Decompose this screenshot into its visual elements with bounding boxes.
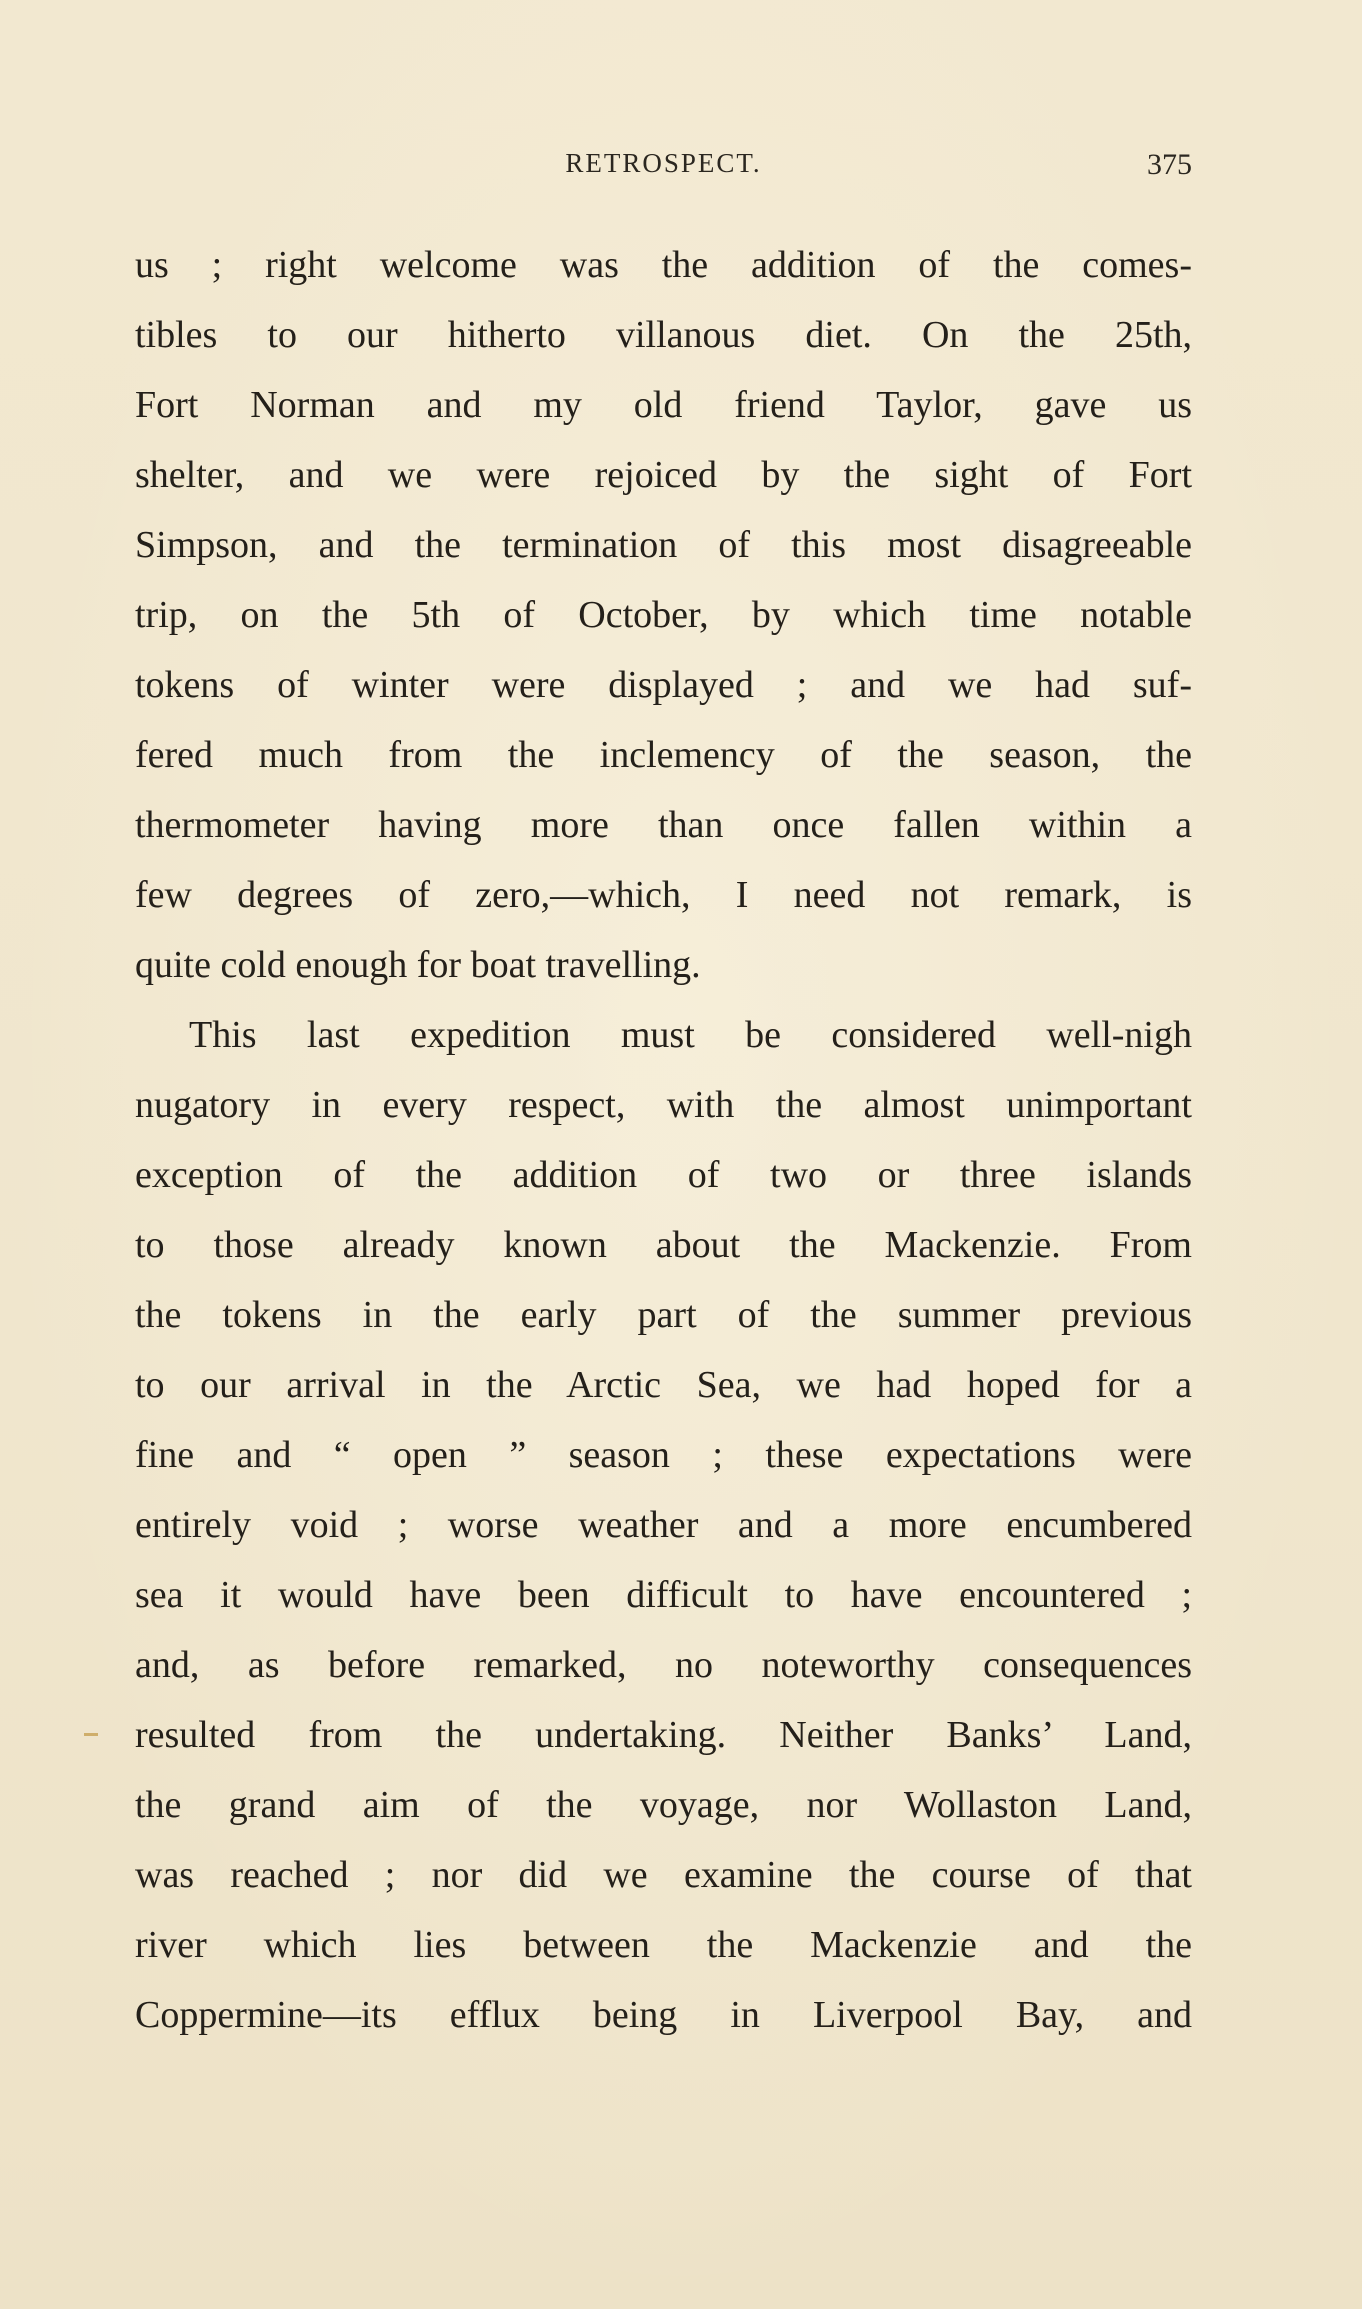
text-line: to those already known about the Mackenzie. From	[135, 1224, 1192, 1266]
text-line: to our arrival in the Arctic Sea, we had hoped for a	[135, 1364, 1192, 1406]
paragraph-start-line: This last expedition must be considered well-nigh	[189, 1014, 1192, 1056]
text-line: few degrees of zero,—which, I need not remark, is	[135, 874, 1192, 916]
text-line: Coppermine—its efflux being in Liverpool Bay, and	[135, 1994, 1192, 2036]
running-head	[135, 148, 1192, 188]
text-line: fine and “ open ” season ; these expectations were	[135, 1434, 1192, 1476]
text-line: tibles to our hitherto villanous diet. On the 25th,	[135, 314, 1192, 356]
text-line: Simpson, and the termination of this most disagreeable	[135, 524, 1192, 566]
text-line: the grand aim of the voyage, nor Wollaston Land,	[135, 1784, 1192, 1826]
text-line: resulted from the undertaking. Neither Banks’ Land,	[135, 1714, 1192, 1756]
text-line: thermometer having more than once fallen within a	[135, 804, 1192, 846]
text-line: was reached ; nor did we examine the course of that	[135, 1854, 1192, 1896]
text-line: and, as before remarked, no noteworthy consequences	[135, 1644, 1192, 1686]
paragraph-end-line: quite cold enough for boat travelling.	[135, 944, 701, 986]
text-line: river which lies between the Mackenzie and the	[135, 1924, 1192, 1966]
text-line: Fort Norman and my old friend Taylor, gave us	[135, 384, 1192, 426]
text-line: fered much from the inclemency of the season, the	[135, 734, 1192, 776]
text-line: trip, on the 5th of October, by which time notable	[135, 594, 1192, 636]
text-line: nugatory in every respect, with the almost unimportant	[135, 1084, 1192, 1126]
running-title: RETROSPECT.	[565, 148, 762, 178]
text-line: sea it would have been difficult to have encountered ;	[135, 1574, 1192, 1616]
text-line: entirely void ; worse weather and a more encumbered	[135, 1504, 1192, 1546]
text-line: tokens of winter were displayed ; and we had suf-	[135, 664, 1192, 706]
text-line: us ; right welcome was the addition of the comes-	[135, 244, 1192, 286]
text-line: shelter, and we were rejoiced by the sight of Fort	[135, 454, 1192, 496]
text-line: exception of the addition of two or three islands	[135, 1154, 1192, 1196]
text-line: the tokens in the early part of the summer previous	[135, 1294, 1192, 1336]
body-text	[135, 230, 1192, 2050]
page-number: 375	[1147, 148, 1192, 181]
margin-mark	[84, 1733, 98, 1736]
